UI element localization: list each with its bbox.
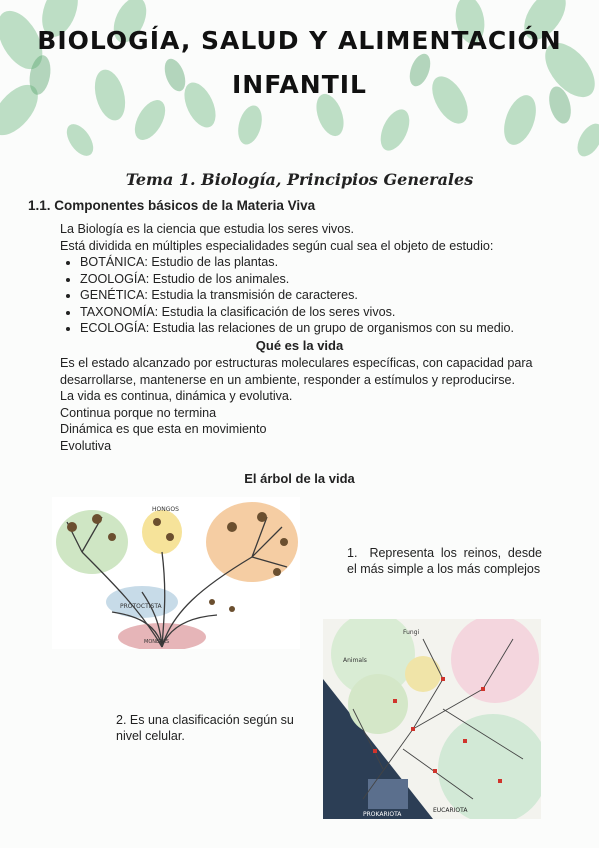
caption-number: 1. <box>347 546 358 560</box>
life-line: La vida es continua, dinámica y evolutiva. <box>60 389 293 404</box>
phylogenetic-tree-image <box>323 619 541 819</box>
life-line: Evolutiva <box>60 438 112 453</box>
section-heading: 1.1. Componentes básicos de la Materia Viva <box>28 198 316 213</box>
tree-caption-2: 2. Es una clasificación según su nivel celular. <box>116 713 294 743</box>
tree-label-moneras: MONERAS <box>144 639 170 645</box>
document-title-line1: BIOLOGÍA, SALUD Y ALIMENTACIÓN <box>37 26 562 55</box>
list-item: • BOTÁNICA: Estudio de las plantas. <box>80 254 580 271</box>
tree2-label-procariota: PROKARIOTA <box>363 811 402 818</box>
tree2-label-fungi: Fungi <box>403 629 420 636</box>
list-item: • TAXONOMÍA: Estudia la clasificación de los seres vivos. <box>80 304 580 321</box>
tree-heading: El árbol de la vida <box>244 471 355 486</box>
document-title-line2: INFANTIL <box>232 70 367 99</box>
list-item: • ZOOLOGÍA: Estudio de los animales. <box>80 271 580 288</box>
caption-text: Representa los reinos, desde el más simple a los más complejos <box>347 546 542 576</box>
tree-caption-1 <box>347 545 542 577</box>
intro-line: Está dividida en múltiples especialidades según cual sea el objeto de estudio: <box>60 238 494 253</box>
specialties-list <box>60 254 580 337</box>
list-item: • ECOLOGÍA: Estudia las relaciones de un grupo de organismos con su medio. <box>80 320 580 337</box>
section-intro <box>60 221 560 254</box>
life-text <box>60 355 540 455</box>
topic-heading: Tema 1. Biología, Principios Generales <box>125 170 474 189</box>
tree-label-hongos: HONGOS <box>152 506 179 513</box>
list-item: • GENÉTICA: Estudia la transmisión de caracteres. <box>80 287 580 304</box>
tree2-label-eucariota: EUCARIOTA <box>433 807 468 814</box>
tree-label-protoctista: PROTOCTISTA <box>120 603 162 610</box>
life-line: Dinámica es que esta en movimiento <box>60 422 267 437</box>
tree-of-life-image <box>52 497 300 649</box>
life-line: Es el estado alcanzado por estructuras moleculares específicas, con capacidad para desarrollarse, mantenerse en un ambiente, responder a estímulos y reproducirse. <box>60 356 533 387</box>
intro-line: La Biología es la ciencia que estudia los seres vivos. <box>60 222 355 236</box>
life-heading: Qué es la vida <box>255 338 344 353</box>
tree2-label-animals: Animals <box>343 657 367 664</box>
life-line: Continua porque no termina <box>60 405 217 420</box>
